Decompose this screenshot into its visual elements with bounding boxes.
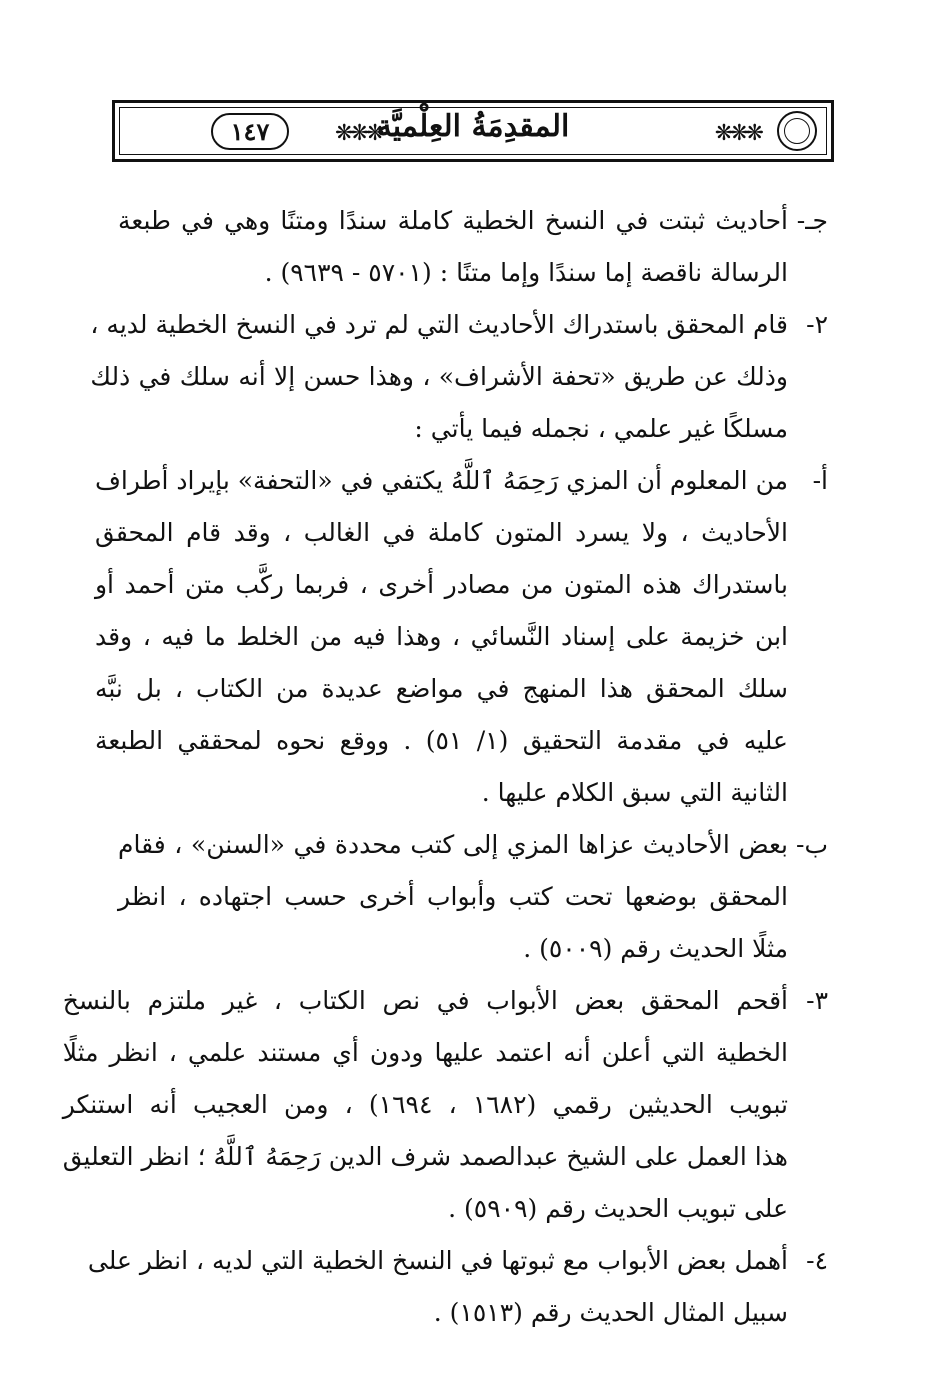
text-line: مسلكًا غير علمي ، نجمله فيما يأتي : — [414, 414, 788, 443]
page-body — [62, 195, 828, 1339]
text-line: بعض الأحاديث عزاها المزي إلى كتب محددة في «السنن» ، فقام — [118, 830, 788, 859]
item-label: ٣- — [806, 986, 828, 1015]
item-3 — [62, 975, 828, 1235]
page-header — [112, 100, 834, 162]
text-line: قام المحقق باستدراك الأحاديث التي لم ترد في النسخ الخطية لديه ، — [90, 310, 788, 339]
item-label: جـ- — [796, 206, 828, 235]
item-2 — [90, 299, 828, 455]
text-line: الأحاديث ، ولا يسرد المتون كاملة في الغالب ، وقد قام المحقق — [94, 518, 788, 547]
text-line: وذلك عن طريق «تحفة الأشراف» ، وهذا حسن إلا أنه سلك في ذلك — [90, 362, 788, 391]
text-line: من المعلوم أن المزي رَحِمَهُ ٱللَّهُ يكتفي في «التحفة» بإيراد أطراف — [94, 466, 788, 495]
text-line: الخطية التي أعلن أنه اعتمد عليها ودون أي مستند علمي ، انظر مثلًا — [62, 1038, 788, 1067]
emblem-icon — [777, 111, 817, 151]
text-line: المحقق بوضعها تحت كتب وأبواب أخرى حسب اجتهاده ، انظر — [118, 882, 788, 911]
text-line: تبويب الحديثين رقمي (١٦٨٢ ، ١٦٩٤) ، ومن العجيب أنه استنكر — [62, 1090, 788, 1119]
text-line: عليه في مقدمة التحقيق (١/ ٥١) . ووقع نحوه لمحققي الطبعة — [94, 726, 788, 755]
left-chain-ornament: ❋❋❋ — [335, 121, 382, 146]
page-title: المقدِمَةُ العِلْميَّة — [376, 109, 570, 144]
item-label: ب- — [796, 830, 828, 859]
text-line: مثلًا الحديث رقم (٥٠٠٩) . — [523, 934, 788, 963]
text-line: باستدراك هذه المتون من مصادر أخرى ، فربما ركَّب متن أحمد أو — [94, 570, 788, 599]
right-chain-ornament: ❋❋❋ — [714, 121, 761, 146]
item-a — [94, 455, 828, 819]
text-line: سبيل المثال الحديث رقم (١٥١٣) . — [433, 1298, 788, 1327]
item-label: أ- — [812, 466, 828, 495]
text-line: هذا العمل على الشيخ عبدالصمد شرف الدين رَحِمَهُ ٱللَّهُ ؛ انظر التعليق — [62, 1142, 788, 1171]
text-line: ابن خزيمة على إسناد النَّسائي ، وهذا فيه من الخلط ما فيه ، وقد — [94, 622, 788, 651]
page-number: ١٤٧ — [211, 113, 290, 150]
item-4 — [87, 1235, 828, 1339]
item-label: ٤- — [806, 1246, 828, 1275]
item-b — [118, 819, 828, 975]
text-line: الرسالة ناقصة إما سندًا وإما متنًا : (٥٧٠١ - ٩٦٣٩) . — [264, 258, 788, 287]
text-line: الثانية التي سبق الكلام عليها . — [481, 778, 788, 807]
item-label: ٢- — [806, 310, 828, 339]
text-line: سلك المحقق هذا المنهج في مواضع عديدة من الكتاب ، بل نبَّه — [94, 674, 788, 703]
text-line: أقحم المحقق بعض الأبواب في نص الكتاب ، غير ملتزم بالنسخ — [62, 986, 788, 1015]
text-line: أهمل بعض الأبواب مع ثبوتها في النسخ الخطية التي لديه ، انظر على — [87, 1246, 788, 1275]
text-line: أحاديث ثبتت في النسخ الخطية كاملة سندًا ومتنًا وهي في طبعة — [118, 206, 788, 235]
item-j — [118, 195, 828, 299]
text-line: على تبويب الحديث رقم (٥٩٠٩) . — [448, 1194, 788, 1223]
